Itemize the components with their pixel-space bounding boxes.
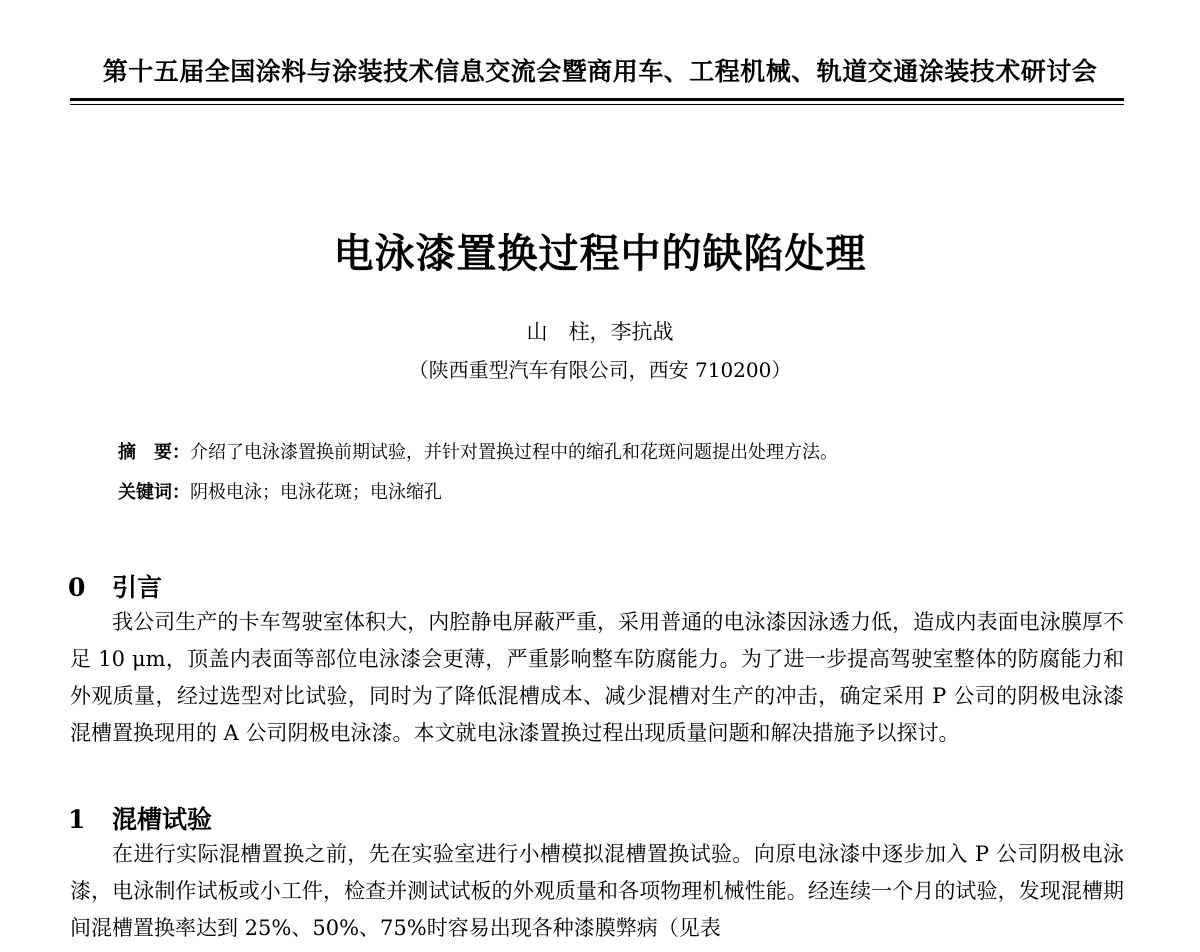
- paper-affiliation: （陕西重型汽车有限公司，西安 710200）: [408, 358, 792, 382]
- running-header: 第十五届全国涂料与涂装技术信息交流会暨商用车、工程机械、轨道交通涂装技术研讨会: [102, 57, 1098, 86]
- section-body-mixing-test: 在进行实际混槽置换之前，先在实验室进行小槽模拟混槽置换试验。向原电泳漆中逐步加入 P 公司阴极电泳漆，电泳制作试板或小工件，检查并测试试板的外观质量和各项物理机械性能。经连续一个月的试验，发现混槽期间混槽置换率达到 25%、50%、75%时容易出现各种漆膜弊病（见表: [70, 842, 1124, 940]
- section-heading-introduction: [68, 568, 162, 604]
- paper-authors: 山 柱，李抗战: [526, 320, 674, 344]
- section-heading-mixing-test: [68, 800, 212, 836]
- abstract-label: 摘 要：: [118, 442, 190, 463]
- paper-title: 电泳漆置换过程中的缺陷处理: [333, 231, 867, 277]
- section-number: 0: [68, 573, 86, 602]
- abstract: [118, 438, 1118, 464]
- section-title: 混槽试验: [112, 805, 213, 834]
- section-body-introduction: 我公司生产的卡车驾驶室体积大，内腔静电屏蔽严重，采用普通的电泳漆因泳透力低，造成内表面电泳膜厚不足 10 μm，顶盖内表面等部位电泳漆会更薄，严重影响整车防腐能力。为了进一步提高驾驶室整体的防腐能力和外观质量，经过选型对比试验，同时为了降低混槽成本、减少混槽对生产的冲击，确定采用 P 公司的阴极电泳漆混槽置换现用的 A 公司阴极电泳漆。本文就电泳漆置换过程出现质量问题和解决措施予以探讨。: [70, 610, 1124, 745]
- keywords-label: 关键词：: [118, 482, 190, 503]
- header-rule-thin: [70, 104, 1124, 105]
- section-number: 1: [68, 805, 86, 834]
- keywords: [118, 478, 1118, 504]
- keywords-text: 阴极电泳；电泳花斑；电泳缩孔: [190, 482, 442, 503]
- section-title: 引言: [112, 573, 163, 602]
- abstract-text: 介绍了电泳漆置换前期试验，并针对置换过程中的缩孔和花斑问题提出处理方法。: [190, 442, 838, 463]
- header-rule: [70, 98, 1124, 101]
